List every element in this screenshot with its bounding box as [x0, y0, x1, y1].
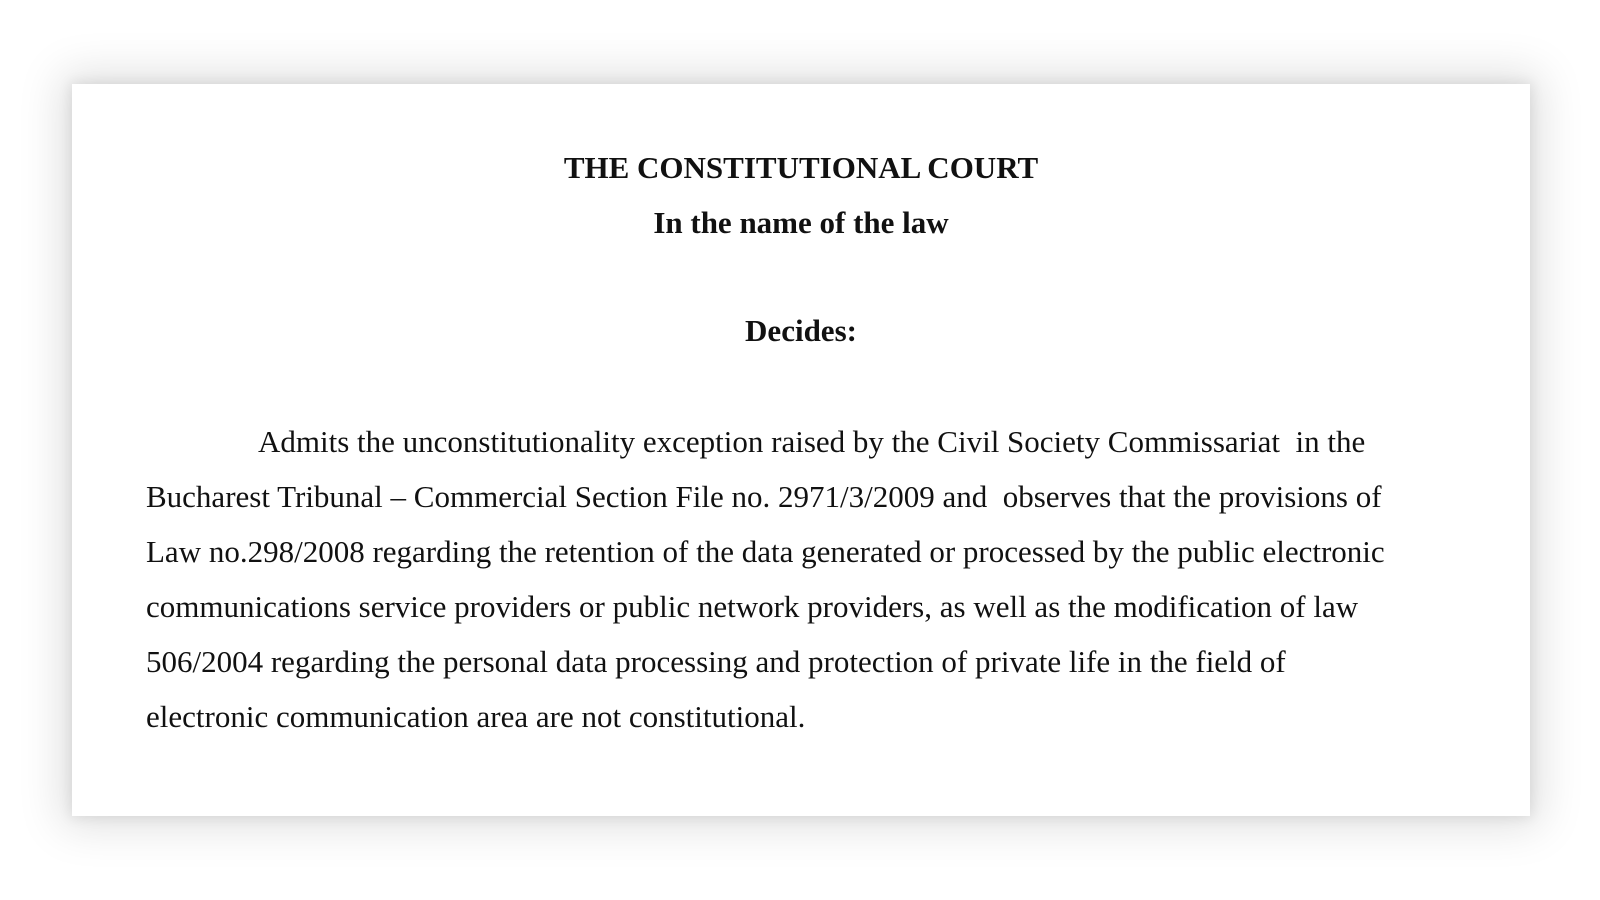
document-page	[72, 84, 1530, 816]
decision-paragraph	[146, 414, 1506, 744]
paragraph-line: communications service providers or public network providers, as well as the modification of law	[146, 589, 1359, 624]
decision-heading: Decides:	[745, 313, 857, 348]
paragraph-line: Law no.298/2008 regarding the retention of the data generated or processed by the public electronic	[146, 534, 1385, 569]
paragraph-line: 506/2004 regarding the personal data processing and protection of private life in the field of	[146, 644, 1286, 679]
paragraph-line: Admits the unconstitutionality exception raised by the Civil Society Commissariat in the	[258, 424, 1366, 459]
paragraph-line: electronic communication area are not constitutional.	[146, 699, 806, 734]
page-subtitle: In the name of the law	[653, 205, 949, 240]
page-title: THE CONSTITUTIONAL COURT	[563, 150, 1039, 185]
paragraph-line: Bucharest Tribunal – Commercial Section File no. 2971/3/2009 and observes that the provisions of	[146, 479, 1382, 514]
